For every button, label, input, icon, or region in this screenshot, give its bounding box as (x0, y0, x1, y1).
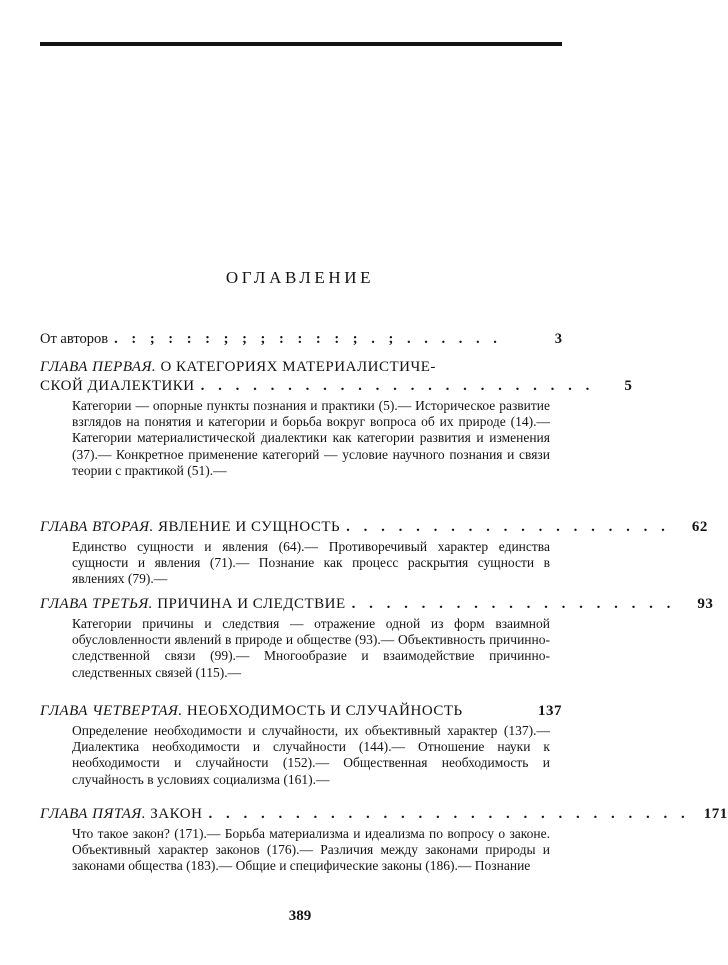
leader-dots: . . . . . . . . . . . . . . . . . . . (351, 596, 676, 612)
leader-dots: . . . . . . . . . . . . . . . . . . . . . . . . . . . . (208, 806, 690, 822)
leader-dots: . : ; : : : ; ; ; : : : : ; . ; . . . . . . (114, 331, 502, 347)
chapter-prefix: ГЛАВА ПЯТАЯ. (40, 806, 147, 822)
chapter-sections: Определение необходимости и случайности, их объективный характер (137).— Диалектика необходимости и случайности (144).— Отношение науки к необходимости и случайности (152).— Общественная необходимость и случайность в условиях социализма (161).— (72, 723, 550, 787)
chapter-prefix: ГЛАВА ПЕРВАЯ. (40, 359, 157, 375)
toc-entry-chapter-2[interactable] (40, 518, 708, 588)
toc-entry-intro[interactable] (40, 330, 562, 349)
chapter-prefix: ГЛАВА ВТОРАЯ. (40, 519, 154, 535)
leader-dots: . . . . . . . . . . . . . . . . . . . . . . . (200, 378, 595, 394)
toc-page-number: 171 (703, 806, 728, 822)
chapter-sections: Категории — опорные пункты познания и практики (5).— Историческое развитие взглядов на понятия и категории и борьба вокруг вопроса об их природе (14).— Категории материалистической диалектики как категории развития и изменения (37).— Конкретное применение категорий — условие научного познания и связи теории с практикой (51).— (72, 398, 550, 478)
chapter-sections: Что такое закон? (171).— Борьба материализма и идеализма по вопросу о законе. Объективный характер законов (176).— Различия между законами природы и законами общества (183).— Общие и специфические законы (186).— Познание (72, 826, 550, 874)
leader-dots: . . . . . . . . . . . . . . . . . . . (346, 519, 670, 535)
toc-entry-chapter-4[interactable] (40, 702, 562, 788)
toc-page-number: 137 (538, 703, 562, 719)
chapter-title-line2: СКОЙ ДИАЛЕКТИКИ (40, 378, 195, 394)
toc-entry-chapter-5[interactable] (40, 805, 728, 875)
toc-page-number: 5 (624, 378, 633, 394)
chapter-prefix: ГЛАВА ТРЕТЬЯ. (40, 596, 153, 612)
chapter-title: ЯВЛЕНИЕ И СУЩНОСТЬ (153, 519, 341, 535)
chapter-sections: Категории причины и следствия — отражение одной из форм взаимной обусловленности явлений в природе и обществе (93).— Объективность причинно-следственной связи (99).— Многообразие и взаимодействие причинно-следственных связей (115).— (72, 616, 550, 680)
chapter-sections: Единство сущности и явления (64).— Противоречивый характер единства сущности и явления (71).— Познание как процесс раскрытия сущности в явлениях (79).— (72, 539, 550, 587)
chapter-prefix: ГЛАВА ЧЕТВЕРТАЯ. (40, 703, 183, 719)
top-rule (40, 42, 562, 46)
chapter-title-line1: О КАТЕГОРИЯХ МАТЕРИАЛИСТИЧЕ- (156, 359, 436, 375)
toc-page-number: 93 (697, 596, 714, 612)
toc-page-number: 3 (554, 331, 562, 347)
chapter-title: ПРИЧИНА И СЛЕДСТВИЕ (152, 596, 346, 612)
toc-entry-chapter-3[interactable] (40, 595, 714, 681)
chapter-title: НЕОБХОДИМОСТЬ И СЛУЧАЙНОСТЬ (182, 703, 463, 719)
toc-entry-chapter-1[interactable] (40, 358, 633, 479)
toc-page-number: 62 (691, 519, 708, 535)
page-title: ОГЛАВЛЕНИЕ (225, 268, 375, 287)
toc-entry-label: От авторов (40, 331, 109, 347)
chapter-title: ЗАКОН (146, 806, 203, 822)
page-number: 389 (288, 908, 312, 924)
